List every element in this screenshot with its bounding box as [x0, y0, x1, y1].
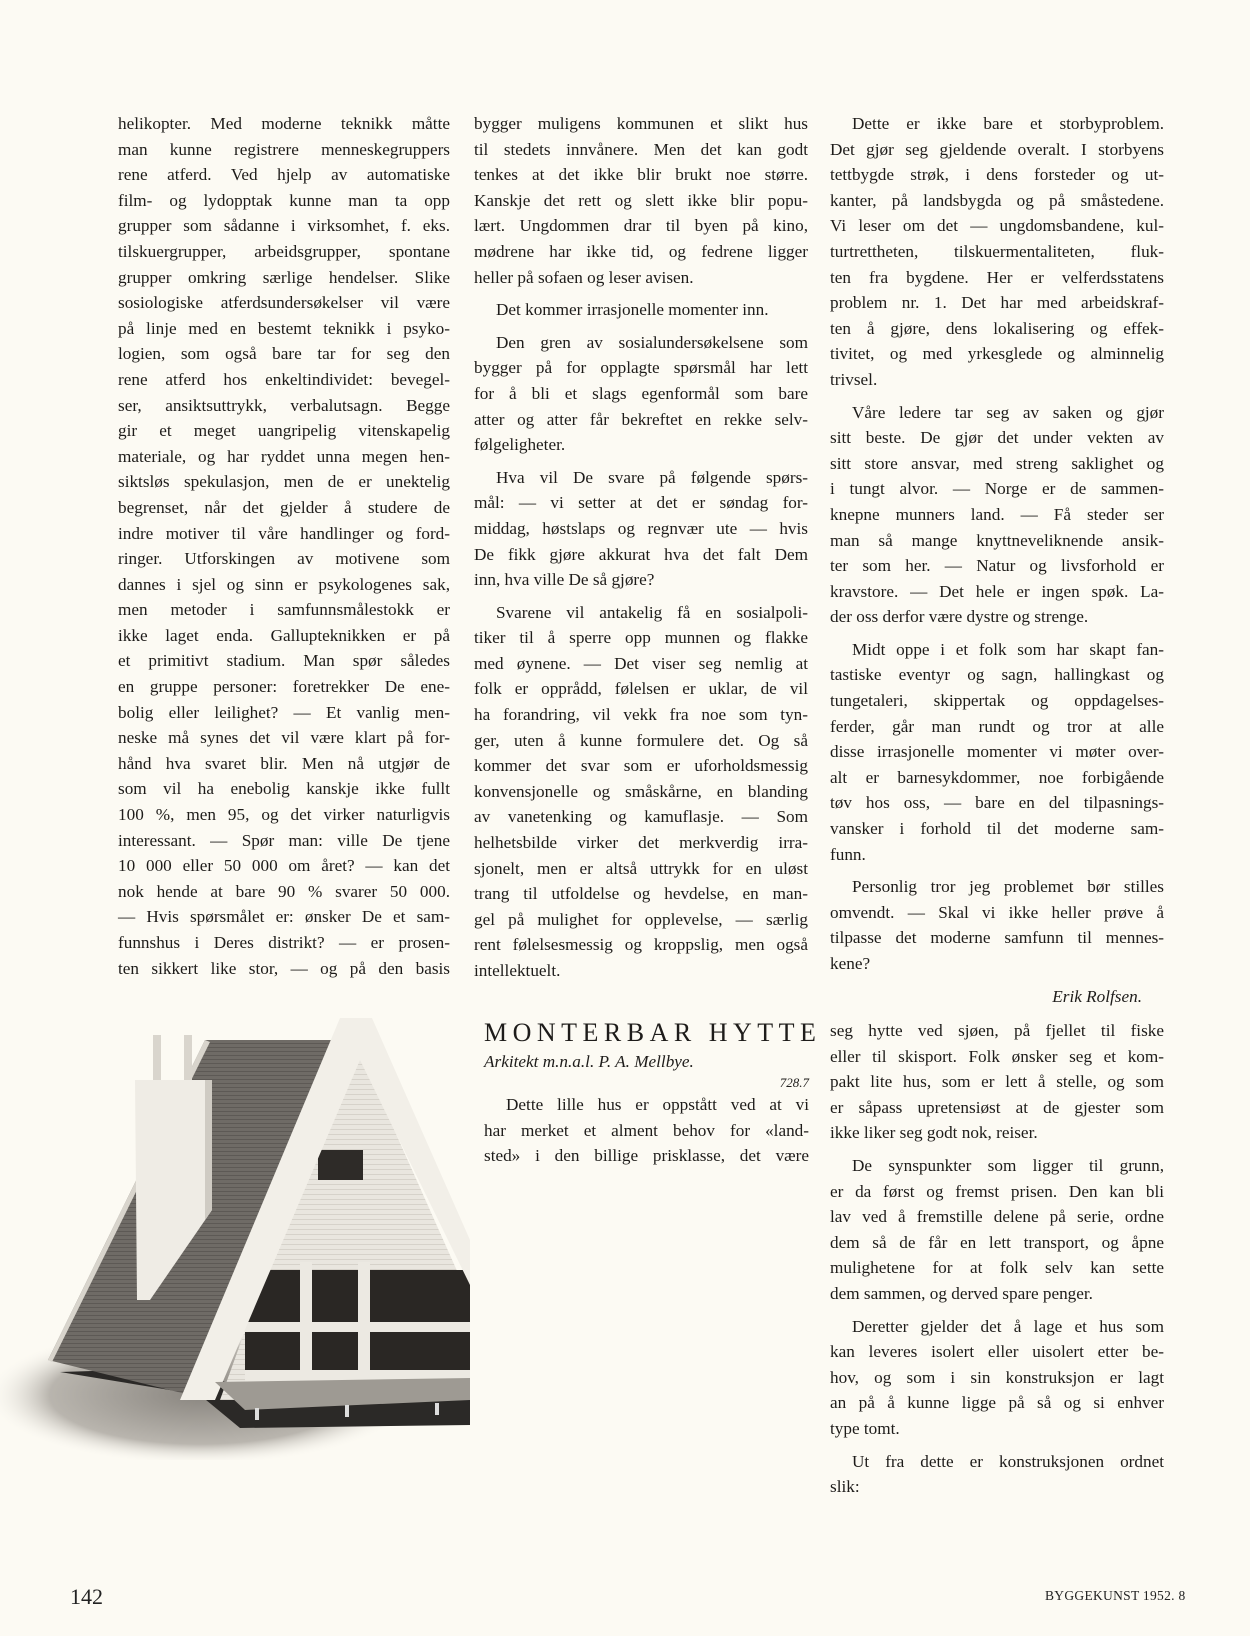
text-line: kanter, på landsbygda og på småstedene. [830, 190, 1164, 210]
text-line: ferder, går man rundt og tror at alle [830, 716, 1164, 736]
text-line: ringer. Utforskingen av motivene som [118, 549, 450, 569]
text-line: konvensjonelle og småskårne, en blanding [474, 781, 808, 801]
text-line: kravstore. — Det hele er ingen spøk. La- [830, 581, 1164, 601]
paragraph [474, 111, 808, 290]
text-line: ger, uten å kunne formulere det. Og så [474, 730, 808, 750]
text-line: atter og atter får bekreftet en rekke selv- [474, 409, 808, 429]
text-line: — Hvis spørsmålet er: ønsker De et sam- [118, 907, 450, 927]
paragraph [830, 874, 1164, 976]
text-line: ter som her. — Natur og livsforhold er [830, 556, 1164, 576]
text-line: rene atferd. Ved hjelp av automatiske [118, 165, 450, 185]
text-line: man så mange knyttneveliknende ansik- [830, 530, 1164, 550]
text-line: sitt store ansvar, med streng saklighet og [830, 453, 1164, 473]
text-line: ikke laget enda. Gallupteknikken er på [118, 625, 450, 645]
text-line: intellektuelt. [474, 961, 561, 980]
text-line: tiker til å sperre opp munnen og flakke [474, 628, 808, 648]
article-2-intro [484, 1018, 822, 1169]
text-line: problem nr. 1. Det har med arbeidskraf- [830, 293, 1164, 313]
text-line: sjonelt, men er altså uttrykk for en uløst [474, 858, 808, 878]
text-line: materiale, og har ryddet unna megen hen- [118, 446, 450, 466]
paragraph [484, 1092, 809, 1169]
text-line: type tomt. [830, 1418, 900, 1438]
intro-text [484, 1092, 809, 1169]
text-line: gel på mulighet for opplevelse, — særlig [474, 909, 808, 929]
text-line: dannes i sjel og sinn er psykologenes sak, [118, 574, 450, 594]
text-line: folk er opprådd, følelsen er uklar, de vil [474, 679, 808, 699]
text-line: sitt beste. De gjør det under vekten av [830, 428, 1164, 448]
text-line: 100 %, men 95, og det virker naturligvis [118, 805, 450, 825]
paragraph [474, 297, 808, 323]
text-line: indre motiver til våre handlinger og ford- [118, 523, 450, 543]
text-line: Kanskje det rett og slett ikke blir popu- [474, 190, 808, 210]
text-line: sted» i den billige prisklasse, det være [484, 1146, 809, 1166]
text-line: funn. [830, 844, 866, 864]
text-line: trang til utfoldelse og hevdelse, en man- [474, 884, 808, 904]
text-line: neske må synes det vil være klart på for- [118, 728, 450, 748]
text-line: Vi leser om det — ungdomsbandene, kul- [830, 216, 1164, 236]
text-line: Dette er ikke bare et storbyproblem. [852, 114, 1164, 133]
paragraph [830, 1018, 1164, 1146]
paragraph [830, 400, 1164, 630]
text-line: eller til skisport. Folk ønsker seg et kom- [830, 1046, 1164, 1066]
text-line: Våre ledere tar seg av saken og gjør [852, 402, 1164, 422]
page-number: 142 [70, 1584, 103, 1609]
text-line: helikopter. Med moderne teknikk måtte [118, 114, 450, 133]
text-line: av vanetenking og kamuflasje. — Som [474, 807, 808, 827]
paragraph [474, 600, 808, 984]
text-line: seg hytte ved sjøen, på fjellet til fiske [830, 1021, 1164, 1040]
text-line: slik: [830, 1477, 860, 1497]
text-line: rent følelsesmessig og kroppslig, men også [474, 935, 808, 955]
text-line: lært. Ungdommen drar til byen på kino, [474, 216, 808, 236]
text-line: kommer det svar som er uforholdsmessig [474, 756, 808, 776]
text-line: mødrene har ikke tid, og fedrene ligger [474, 241, 808, 261]
text-line: turtrettheten, tilskuermentaliteten, fluk- [830, 241, 1164, 261]
text-line: er da først og fremst prisen. Den kan bli [830, 1181, 1164, 1201]
article-title: MONTERBAR HYTTE [484, 1018, 822, 1047]
text-line: hov, og som i sin konstruksjon er lagt [830, 1367, 1164, 1387]
text-line: Svarene vil antakelig få en sosialpoli- [496, 602, 808, 622]
text-line: Den gren av sosialundersøkelsene som [496, 332, 808, 352]
text-line: grupper som sådanne i virksomhet, f. eks. [118, 216, 450, 236]
text-line: en gruppe personer: foretrekker De ene- [118, 677, 450, 697]
text-line: film- og lydopptak kunne man ta opp [118, 190, 450, 210]
text-line: knepne munners land. — Få steder ser [830, 504, 1164, 524]
text-line: pakt lite hus, som er lett å stelle, og som [830, 1072, 1164, 1092]
text-line: på linje med en bestemt teknikk i psyko- [118, 318, 450, 338]
text-line: tilskuergrupper, arbeidsgrupper, spontane [118, 241, 450, 261]
text-line: for å bli et slags egenformål som bare [474, 383, 808, 403]
text-line: bygger muligens kommunen et slikt hus [474, 114, 808, 133]
column-3-body [830, 111, 1164, 977]
text-line: tastiske eventyr og sagn, hallingkast og [830, 665, 1164, 685]
text-line: disse irrasjonelle momenter vi møter over- [830, 742, 1164, 762]
text-line: Ut fra dette er konstruksjonen ordnet [852, 1451, 1164, 1471]
text-line: dem sammen, og derved spare penger. [830, 1283, 1093, 1303]
classification-number: 728.7 [779, 1075, 809, 1090]
text-line: 10 000 eller 50 000 om året? — kan det [118, 856, 450, 876]
text-line: bolig eller leilighet? — Et vanlig men- [118, 702, 450, 722]
paragraph [830, 1449, 1164, 1500]
text-line: helhetsbilde virker det merkverdig irra- [474, 833, 808, 853]
text-line: vansker i forhold til det moderne sam- [830, 819, 1164, 839]
text-line: alt er barnesykdommer, noe forbigående [830, 767, 1164, 787]
text-line: kan leveres isolert eller uisolert etter be- [830, 1342, 1164, 1362]
text-line: Deretter gjelder det å lage et hus som [852, 1316, 1164, 1336]
text-line: Dette lille hus er oppstått ved at vi [506, 1095, 809, 1114]
paragraph [830, 111, 1164, 393]
text-line: De synspunkter som ligger til grunn, [852, 1155, 1164, 1175]
paragraph [830, 1314, 1164, 1442]
paragraph [830, 1153, 1164, 1307]
paragraph [474, 465, 808, 593]
paragraph [474, 330, 808, 458]
text-line: trivsel. [830, 369, 878, 389]
article-column-3 [830, 111, 1164, 1009]
text-line: med øynene. — Det viser seg nemlig at [474, 653, 808, 673]
text-line: ha forandring, vil vekk fra noe som tyn- [474, 705, 808, 725]
article-byline: Arkitekt m.n.a.l. P. A. Mellbye. [484, 1052, 694, 1071]
text-line: ten fra bygdene. Her er velferdsstatens [830, 267, 1164, 287]
paragraph [830, 637, 1164, 867]
text-line: et primitivt stadium. Man spør således [118, 651, 450, 671]
text-line: er såpass upretensiøst at de gjester som [830, 1097, 1164, 1117]
text-line: ten sikkert like stor, — og på den basis [118, 958, 450, 978]
text-line: men metoder i samfunnsmålestokk er [118, 600, 450, 620]
text-line: rene atferd hos enkeltindividet: bevegel- [118, 369, 450, 389]
text-line: tettbygde strøk, i dens forsteder og ut- [830, 165, 1164, 185]
text-line: tivitet, og med yrkesglede og alminnelig [830, 344, 1164, 364]
text-line: omvendt. — Skal vi ikke heller prøve å [830, 902, 1164, 922]
text-line: tenkes at det ikke blir brukt noe større. [474, 165, 808, 185]
text-line: ser, ansiktsuttrykk, verbalutsagn. Begge [118, 395, 450, 415]
text-line: som vil ha enebolig kanskje ikke fullt [118, 779, 450, 799]
text-line: følgeligheter. [474, 435, 566, 455]
text-line: til stedets innvånere. Men det kan godt [474, 139, 808, 159]
text-line: dem så de får en lett transport, og åpne [830, 1232, 1164, 1252]
text-line: kene? [830, 954, 871, 973]
text-line: tungetaleri, skippertak og oppdagelses- [830, 691, 1164, 711]
text-line: inn, hva ville De så gjøre? [474, 570, 655, 590]
text-line: lav ved å fremstille delene på serie, ordne [830, 1207, 1164, 1227]
text-line: Det kommer irrasjonelle momenter inn. [496, 300, 769, 320]
text-line: tøv hos oss, — bare en del tilpasnings- [830, 793, 1164, 813]
cabin-model-photo [0, 1000, 470, 1460]
text-line: De fikk gjøre akkurat hva det falt Dem [474, 544, 808, 564]
text-line: tilpasse det moderne samfunn til mennes- [830, 928, 1164, 948]
text-line: begrenset, når det gjelder å studere de [118, 497, 450, 517]
text-line: mål: — vi setter at det er søndag for- [474, 493, 808, 513]
text-line: heller på sofaen og leser avisen. [474, 267, 694, 287]
article-column-1 [118, 111, 450, 981]
text-line: funnshus i Deres distrikt? — er prosen- [118, 933, 450, 952]
article-column-2 [474, 111, 808, 984]
text-line: nok hende at bare 90 % svarer 50 000. [118, 881, 450, 901]
text-line: an på å kunne ligge på så og si enhver [830, 1393, 1164, 1413]
journal-issue: BYGGEKUNST 1952. 8 [1045, 1588, 1186, 1603]
text-line: Personlig tror jeg problemet bør stilles [852, 877, 1164, 897]
text-line: grupper omkring særlige hendelser. Slike [118, 267, 450, 287]
text-line: ten å gjøre, dens lokalisering og effek- [830, 318, 1164, 338]
text-line: Midt oppe i et folk som har skapt fan- [852, 639, 1164, 659]
text-line: Det gjør seg gjeldende overalt. I storbyens [830, 139, 1164, 159]
text-line: man kunne registrere menneskegruppers [118, 139, 450, 159]
text-line: Hva vil De svare på følgende spørs- [496, 467, 808, 487]
text-line: hånd hva svaret blir. Men nå utgjør de [118, 753, 450, 773]
text-line: sosiologiske atferdsundersøkelser vil være [118, 293, 450, 313]
text-line: mulighetene for at folk selv kan sette [830, 1258, 1164, 1278]
text-line: ikke liker seg godt nok, reiser. [830, 1123, 1038, 1143]
text-line: gir et meget uangripelig vitenskapelig [118, 421, 450, 441]
paragraph [118, 111, 450, 981]
author-signature: Erik Rolfsen. [1052, 986, 1142, 1006]
text-line: i tungt alvor. — Norge er de sammen- [830, 479, 1164, 499]
text-line: har merket et alment behov for «land- [484, 1120, 809, 1140]
text-line: bygger på for opplagte spørsmål har lett [474, 358, 808, 378]
text-line: middag, høstslaps og regnvær ute — hvis [474, 518, 808, 538]
text-line: logien, som også bare tar for seg den [118, 344, 450, 364]
text-line: interessant. — Spør man: ville De tjene [118, 830, 450, 850]
article-2-column [830, 1018, 1164, 1500]
text-line: siktsløs spekulasjon, men de er unektelig [118, 472, 450, 492]
text-line: der oss derfor være dystre og strenge. [830, 607, 1089, 627]
